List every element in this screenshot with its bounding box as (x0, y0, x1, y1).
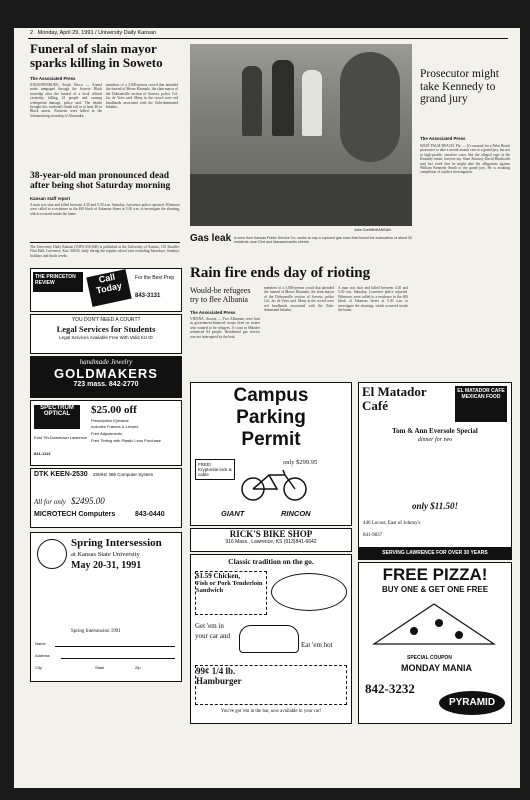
photo-credit: John Conliffe/KANSAN (354, 228, 391, 232)
intersession-title: Spring Intersession (71, 537, 162, 549)
intersession-sub: at Kansas State University (71, 551, 140, 558)
header-rule (28, 38, 508, 39)
johnnys-eat-text: Eat 'em hot (301, 641, 333, 649)
form-state-label: State (95, 665, 105, 670)
princeton-call-today: Call Today (86, 269, 131, 307)
prosecutor-byline: The Associated Press (420, 136, 466, 141)
page-number: 2 (30, 30, 34, 36)
form-address-label: Address (35, 653, 50, 658)
spectrum-price: $25.00 off (91, 404, 137, 416)
page-date: Monday, April 29, 1991 / University Daily Kansan (37, 30, 157, 36)
goldmakers-phone: 723 mass. 842-2770 (73, 381, 139, 388)
prosecutor-headline: Prosecutor might take Kennedy to grand jury (420, 68, 499, 105)
intersession-form-title: Spring Intersession 1991 (71, 629, 121, 634)
spectrum-logo: SPECTRUM OPTICAL (34, 405, 80, 429)
spectrum-line1: Prescription Eyewear (91, 418, 129, 423)
johnnys-title: Classic tradition on the go. (228, 557, 314, 566)
funeral-headline: Funeral of slain mayor sparks killing in Soweto (30, 41, 163, 70)
shot-body: A man was shot and killed between 4:30 and 5:30 a.m. Saturday, Lawrence police reported. Witnesses were called to a residence in the 400 block of Arkansas Street at 5:30 a.m. to investigate the shooting, which occurred inside the home. (30, 203, 180, 216)
pizza-title: FREE PIZZA! (382, 565, 488, 584)
page-header (30, 30, 156, 36)
matador-price: only $11.50! (411, 501, 458, 511)
dtk-store: MICROTECH Computers (34, 511, 116, 518)
dtk-spec: 25MHz 386 Computer System (93, 472, 154, 477)
shot-headline: 38-year-old man pronounced dead after being shot Saturday morning (30, 171, 171, 191)
prosecutor-body: WEST PALM BEACH, Fla. — It's unusual for a Palm Beach prosecutor to take a sexual assault case to a grand jury, but not in high-profile, sensitive cases like the alleged rape at the Kennedy estate, lawyers say. State Attorney David Bludworth said last week that he might take the allegations against William Kennedy Smith to the grand jury. He is awaiting completion of a police investigation. (420, 144, 510, 175)
form-name-label: Name (35, 641, 46, 646)
parking-free-lock: FREE! Kryptonite lock & cable (195, 459, 235, 480)
bicycle-icon (239, 467, 309, 503)
pizza-subtitle: BUY ONE & GET ONE FREE (381, 585, 489, 594)
ad-free-pizza[interactable] (358, 562, 512, 724)
ad-spring-intersession[interactable] (30, 532, 182, 682)
parking-title-3: Permit (241, 429, 301, 450)
dtk-price-label: All for only (34, 498, 66, 506)
worker-figure-2 (272, 60, 294, 136)
matador-years: SERVING LAWRENCE FOR OVER 30 YEARS (359, 547, 511, 559)
photo-caption: A crew from Kansas Public Service Co. works to cap a ruptured gas main that forced the evacuation of about 30 residents near 23rd and Massachusetts streets. (234, 236, 412, 245)
rain-subhead: Would-be refugees try to flee Albania (190, 286, 251, 304)
worker-figure-1 (242, 66, 262, 136)
legal-question: YOU DON'T NEED A COURT? (71, 317, 141, 323)
spectrum-line2: Includes Frames & Lenses (91, 424, 139, 429)
dtk-phone: 843-0440 (135, 511, 165, 518)
rain-byline: The Associated Press (190, 310, 236, 315)
intersession-dates: May 20-31, 1991 (71, 560, 142, 571)
ad-johnnys-classic[interactable] (190, 554, 352, 724)
goldmakers-name: GOLDMAKERS (54, 366, 158, 381)
dtk-model: DTK KEEN-2530 (34, 471, 88, 478)
bikeshop-name: RICK'S BIKE SHOP (229, 529, 313, 539)
pyramid-logo: PYRAMID (439, 691, 505, 715)
ad-dtk-computer[interactable] (30, 468, 182, 528)
matador-invite: Tom & Ann Eversole Special (392, 427, 478, 435)
johnnys-coupon-2[interactable] (195, 665, 347, 705)
pizza-slice-icon (369, 599, 499, 649)
johnnys-footer: You've got 'em in the bar, now available in your car! (220, 709, 322, 714)
form-name-field[interactable] (55, 646, 175, 647)
johnnys-coupon-1[interactable] (195, 571, 267, 615)
matador-name: El Matador Café (362, 384, 427, 413)
ad-ricks-bike-shop[interactable] (190, 528, 352, 552)
shot-byline: Kansan staff report (30, 196, 71, 201)
princeton-phone: 843-3131 (135, 293, 161, 299)
form-zip-label: Zip (135, 665, 141, 670)
funeral-body-1: JOHANNESBURG, South Africa — Armed mobs rampaged through the Soweto Black township after the funeral of a local official yesterday, killing 14 people and causing widespread damage, police said. The deaths brought this weekend's death toll to at least 40 in Black unrest. Fourteen were killed in the Johannesburg township of Alexandra. (30, 83, 102, 118)
kstate-seal-icon (37, 539, 67, 569)
ad-princeton-review[interactable] (30, 268, 182, 312)
pizza-monday: MONDAY MANIA (401, 663, 473, 673)
coupon-2-item: 99¢ 1/4 lb. Hamburger (196, 666, 242, 686)
spectrum-phone: 841-1113 (34, 451, 51, 456)
dtk-price: $2495.00 (71, 496, 105, 506)
bikeshop-address: 916 Mass., Lawrence, KS (913)841-6642 (225, 539, 317, 545)
newspaper-page (14, 28, 520, 788)
gas-leak-photo (190, 44, 412, 226)
princeton-tagline: For the Best Prep (135, 275, 175, 281)
parking-title-1: Campus (233, 385, 309, 406)
worker-figure-3 (302, 70, 322, 136)
ground-shadow (190, 174, 412, 226)
ad-el-matador-cafe[interactable] (358, 382, 512, 560)
legal-title: Legal Services for Students (56, 324, 156, 334)
matador-address: 446 Locust, East of Johnny's (363, 521, 421, 526)
rain-body-col2: members of a 3,500-person crowd that attended the funeral of Moses Khumalo, the slain mayor of the Dobsonville section of Soweto, police Col. Jac de Vries said. Many in the crowd were red headbands associated with the Zulu-dominated Inkatha. (264, 286, 334, 313)
goldmakers-tagline: handmade Jewelry (79, 358, 133, 366)
pizza-phone: 842-3232 (365, 681, 415, 696)
matador-dinner: dinner for two (417, 437, 453, 443)
form-address-field[interactable] (61, 658, 175, 659)
parking-title-2: Parking (236, 407, 306, 428)
matador-logo: EL MATADOR CAFE MEXICAN FOOD (455, 386, 507, 422)
coupon-1-item: Fish or Pork Tenderloin Sandwich (196, 580, 263, 594)
funeral-byline: The Associated Press (30, 76, 76, 81)
brand-rincon: RINCON (281, 509, 311, 518)
spectrum-line4: Free Tinting with Plastic Lens Purchase (91, 438, 162, 443)
spectrum-line3: Free Adjustments (91, 431, 123, 436)
johnnys-logo-1 (271, 573, 347, 611)
matador-phone: 841-9837 (363, 533, 383, 538)
legal-line: Legal Services Available Free With Valid KU ID (59, 335, 153, 340)
rain-headline: Rain fire ends day of rioting (190, 265, 371, 281)
ad-campus-parking-permit[interactable] (190, 382, 352, 526)
coupon-1-price: $1.59 Chicken, (196, 572, 241, 580)
princeton-logo: THE PRINCETON REVIEW (33, 272, 83, 292)
johnnys-get-text: Get 'em in your car and (195, 622, 230, 640)
parking-price: only $299.95 (283, 459, 318, 466)
brand-giant: GIANT (221, 509, 245, 518)
photo-headline: Gas leak (190, 233, 232, 244)
tree-shape (340, 52, 400, 162)
pizza-special: SPECIAL COUPON (407, 655, 452, 661)
ad-legal-services[interactable] (30, 314, 182, 354)
spectrum-address: East 7th-Downtown Lawrence (34, 435, 88, 440)
masthead-note: The University Daily Kansan (USPS 650-640) is published at the University of Kansas, 118 Stauffer-Flint Hall, Lawrence, Kan. 66045, daily during the regular school year excluding Saturdays, Sundays, holidays and finals weeks. (30, 242, 180, 267)
ad-goldmakers[interactable] (30, 356, 182, 398)
rain-body: VIENNA, Austria — Two Albanians were hurt as government-financed troops fired on rioters who wanted to be refugees. A court in Shkoder sentenced 84 people. Residential gas service was not interrupted by the leak. (190, 317, 260, 339)
ad-spectrum-optical[interactable] (30, 400, 182, 466)
rain-body-col3: A man was shot and killed between 4:30 and 5:30 a.m. Saturday, Lawrence police reported. Witnesses were called to a residence in the 400 block of Arkansas Street at 5:30 a.m. to investigate the shooting, which occurred inside the home. (338, 286, 408, 313)
funeral-body-2: members of a 3,500-person crowd that attended the funeral of Moses Khumalo, the slain mayor of the Dobsonville section of Soweto, police Col. Jac de Vries said. Many in the crowd were red headbands associated with the Zulu-dominated Inkatha. (106, 83, 178, 110)
johnnys-car-icon (239, 625, 299, 653)
form-city-label: City (35, 665, 42, 670)
